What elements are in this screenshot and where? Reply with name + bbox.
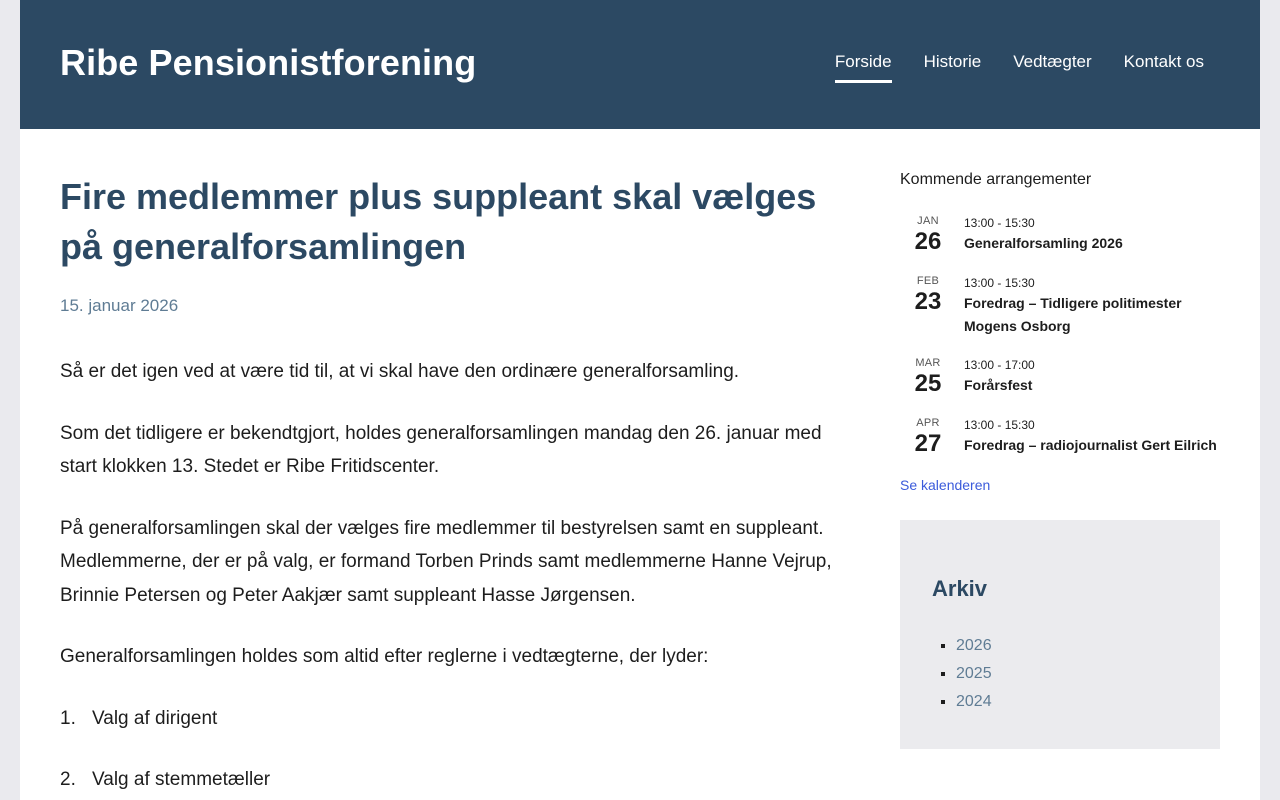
nav-item-kontakt[interactable]: Kontakt os <box>1123 52 1204 71</box>
archive-link-2026[interactable]: 2026 <box>956 637 992 654</box>
article-title: Fire medlemmer plus suppleant skal vælges på generalforsamlingen <box>60 176 817 267</box>
event-time: 13:00 - 15:30 <box>964 216 1035 230</box>
article-body <box>60 355 840 796</box>
event-time: 13:00 - 17:00 <box>964 358 1035 372</box>
event-details <box>964 275 1220 338</box>
agenda-item-number: 2. <box>60 768 76 790</box>
agenda-item-text: Valg af stemmetæller <box>92 768 271 790</box>
event-time: 13:00 - 15:30 <box>964 276 1035 290</box>
event-date-tag <box>900 357 964 398</box>
archive-item <box>956 688 1188 716</box>
archive-link-2025[interactable]: 2025 <box>956 665 992 682</box>
article-paragraph: Generalforsamlingen holdes som altid efter reglerne i vedtægterne, der lyder: <box>60 646 709 667</box>
nav-item-historie[interactable]: Historie <box>923 52 982 71</box>
event-item <box>900 215 1220 256</box>
sidebar <box>900 129 1220 749</box>
event-month: APR <box>916 417 940 429</box>
archive-list <box>932 632 1188 716</box>
article-paragraph: På generalforsamlingen skal der vælges fire medlemmer til bestyrelsen samt en suppleant. Medlemmerne, der er på valg, er formand Torben Prinds samt medlemmerne Hanne Vejrup, Brinnie Petersen og Peter Aakjær samt suppleant Hasse Jørgensen. <box>60 517 832 606</box>
page <box>20 0 1260 800</box>
event-link[interactable]: Generalforsamling 2026 <box>964 235 1123 251</box>
nav-item-vedtaegter[interactable]: Vedtægter <box>1013 52 1092 71</box>
article-date: 15. januar 2026 <box>60 296 179 315</box>
site-title-link[interactable]: Ribe Pensionistforening <box>60 42 477 83</box>
see-calendar-link[interactable]: Se kalenderen <box>900 477 991 493</box>
event-date-tag <box>900 275 964 338</box>
archive-link-2024[interactable]: 2024 <box>956 693 992 710</box>
event-time: 13:00 - 15:30 <box>964 418 1035 432</box>
event-month: MAR <box>915 357 941 369</box>
event-month: FEB <box>916 275 940 287</box>
archive-title: Arkiv <box>932 576 988 601</box>
agenda-list <box>60 702 840 797</box>
archive-item <box>956 660 1188 688</box>
archive-item <box>956 632 1188 660</box>
event-day: 26 <box>914 228 942 255</box>
event-item <box>900 357 1220 398</box>
event-item <box>900 417 1220 458</box>
agenda-item-number: 1. <box>60 707 76 729</box>
event-details <box>964 417 1220 458</box>
event-date-tag <box>900 417 964 458</box>
site-header <box>20 0 1260 129</box>
event-details <box>964 357 1220 398</box>
nav-item-forside[interactable]: Forside <box>835 52 892 83</box>
main-nav <box>803 52 1204 83</box>
event-day: 27 <box>914 430 942 457</box>
event-day: 25 <box>914 370 942 397</box>
events-list <box>900 215 1220 458</box>
event-link[interactable]: Forårsfest <box>964 377 1033 393</box>
archive-widget <box>900 520 1220 749</box>
event-link[interactable]: Foredrag – radiojournalist Gert Eilrich <box>964 437 1217 453</box>
event-item <box>900 275 1220 338</box>
main-content <box>60 129 840 800</box>
article-paragraph: Som det tidligere er bekendtgjort, holdes generalforsamlingen mandag den 26. januar med start klokken 13. Stedet er Ribe Fritidscenter. <box>60 422 822 477</box>
article-paragraph: Så er det igen ved at være tid til, at vi skal have den ordinære generalforsamling. <box>60 361 740 382</box>
agenda-item <box>60 702 840 736</box>
event-date-tag <box>900 215 964 256</box>
event-month: JAN <box>917 215 939 227</box>
event-link[interactable]: Foredrag – Tidligere politimester Mogens Osborg <box>964 295 1182 334</box>
events-widget-title: Kommende arrangementer <box>900 171 1092 188</box>
agenda-item-text: Valg af dirigent <box>92 707 218 729</box>
event-day: 23 <box>914 288 942 315</box>
agenda-item <box>60 763 840 797</box>
event-details <box>964 215 1220 256</box>
